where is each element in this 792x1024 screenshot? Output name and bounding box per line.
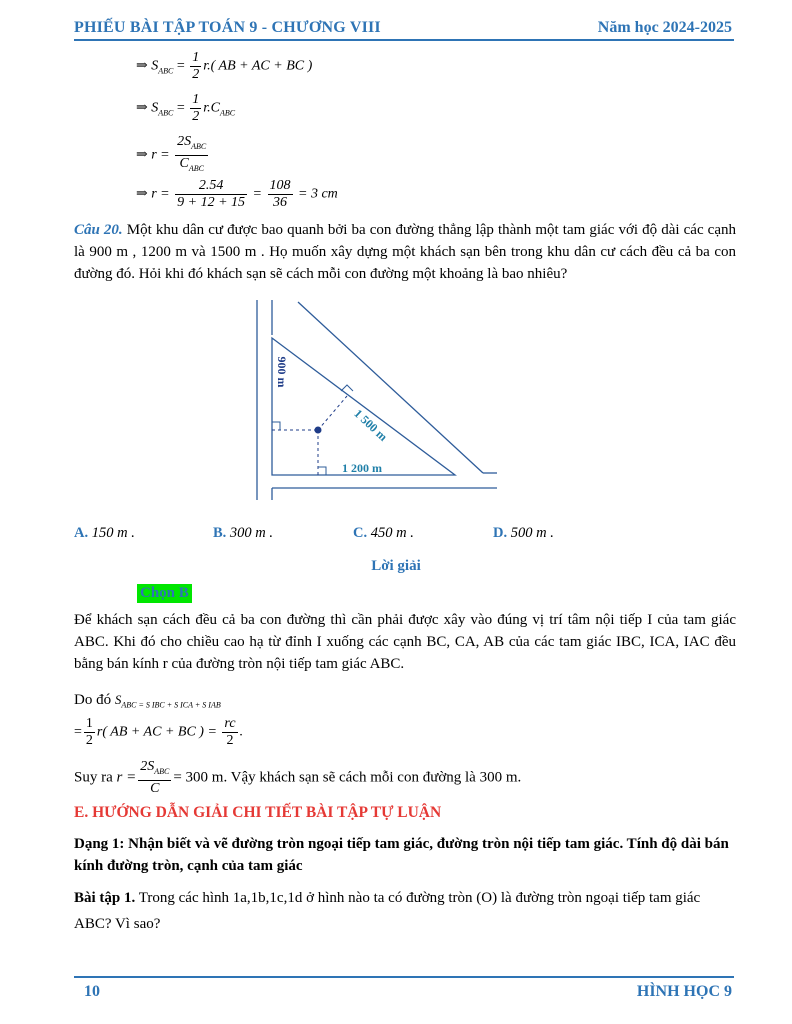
option-d[interactable]: D. 500 m . (493, 525, 554, 541)
label-900: 900 m (275, 356, 289, 388)
right-angle-hyp (341, 385, 353, 391)
label-1500: 1 500 m (351, 406, 391, 444)
footer-subject: HÌNH HỌC 9 (636, 983, 732, 1000)
step-2: ⇒ $S_{ABC}$ = $\frac{1}{2}$ $r.C_{ABC}$ (136, 92, 236, 124)
header-school-year: Năm học 2024-2025 (597, 19, 732, 36)
chosen-answer: Chọn B (137, 584, 192, 603)
header-divider (74, 39, 734, 41)
bai-tap-1: Bài tập 1. Trong các hình 1a,1b,1c,1d ở hình nào ta có đường tròn (O) là đường tròn ngoại tiếp tam giác ABC? Vì sao? (74, 890, 701, 932)
question-label: Câu 20. (74, 222, 123, 238)
right-angle-bottom (318, 467, 326, 475)
option-c[interactable]: C. 450 m . (353, 525, 414, 541)
step-4: ⇒ r = $\frac{2.54}{9 + 12 + 15}$ = $\frac{108}{36}$ = 3 cm (136, 178, 338, 210)
question-20 (74, 219, 736, 285)
radius-to-hyp (318, 396, 347, 430)
solution-result: Suy ra r = $\frac{2S_{ABC}}{C}$ = 300 m. Vậy khách sạn sẽ cách mỗi con đường là 300 m. (74, 759, 522, 796)
dang-1-heading: Dạng 1: Nhận biết và vẽ đường tròn ngoại tiếp tam giác, đường tròn nội tiếp tam giác. Tính độ dài bán kính đường tròn, cạnh của tam giác (74, 836, 729, 874)
right-angle-left (272, 422, 280, 430)
solution-eq1: Do đó $S_{ABC = S IBC + S ICA + S IAB}$ (74, 692, 221, 710)
triangle-figure (250, 298, 502, 504)
solution-paragraph: Để khách sạn cách đều cả ba con đường thì cần phải được xây vào đúng vị trí tâm nội tiếp I của tam giác ABC. Khi đó cho chiều cao hạ từ đỉnh I xuống các cạnh BC, CA, AB của các tam giác IBC, ICA, IAC đều bằng bán kính r của đường tròn nội tiếp tam giác ABC. (74, 612, 736, 672)
step-1: ⇒ $S_{ABC}$ = $\frac{1}{2}$ r.( AB + AC + BC ) (136, 50, 313, 82)
solution-eq2: = $\frac{1}{2}$ r( AB + AC + BC ) = $\frac{rc}{2}$ . (74, 716, 244, 748)
question-text: Một khu dân cư được bao quanh bởi ba con đường thẳng lập thành một tam giác với độ dài các cạnh là 900 m , 1200 m và 1500 m . Họ muốn xây dựng một khách sạn bên trong khu dân cư cách đều cả ba con đường đó. Hỏi khi đó khách sạn sẽ cách mỗi con đường một khoảng là bao nhiêu? (74, 222, 736, 282)
header-title: PHIẾU BÀI TẬP TOÁN 9 - CHƯƠNG VIII (74, 19, 381, 36)
option-a[interactable]: A. 150 m . (74, 525, 135, 541)
option-b[interactable]: B. 300 m . (213, 525, 274, 541)
footer-divider (74, 976, 734, 978)
section-e-heading: E. HƯỚNG DẪN GIẢI CHI TIẾT BÀI TẬP TỰ LUẬN (74, 804, 442, 821)
label-1200: 1 200 m (342, 461, 382, 475)
page-number: 10 (84, 983, 100, 1000)
solution-title: Lời giải (371, 558, 421, 574)
step-3: ⇒ r = $\frac{2S_{ABC}}{C_{ABC}}$ (136, 134, 207, 173)
road-hyp-outer (298, 302, 483, 473)
triangle-abc (272, 338, 455, 475)
